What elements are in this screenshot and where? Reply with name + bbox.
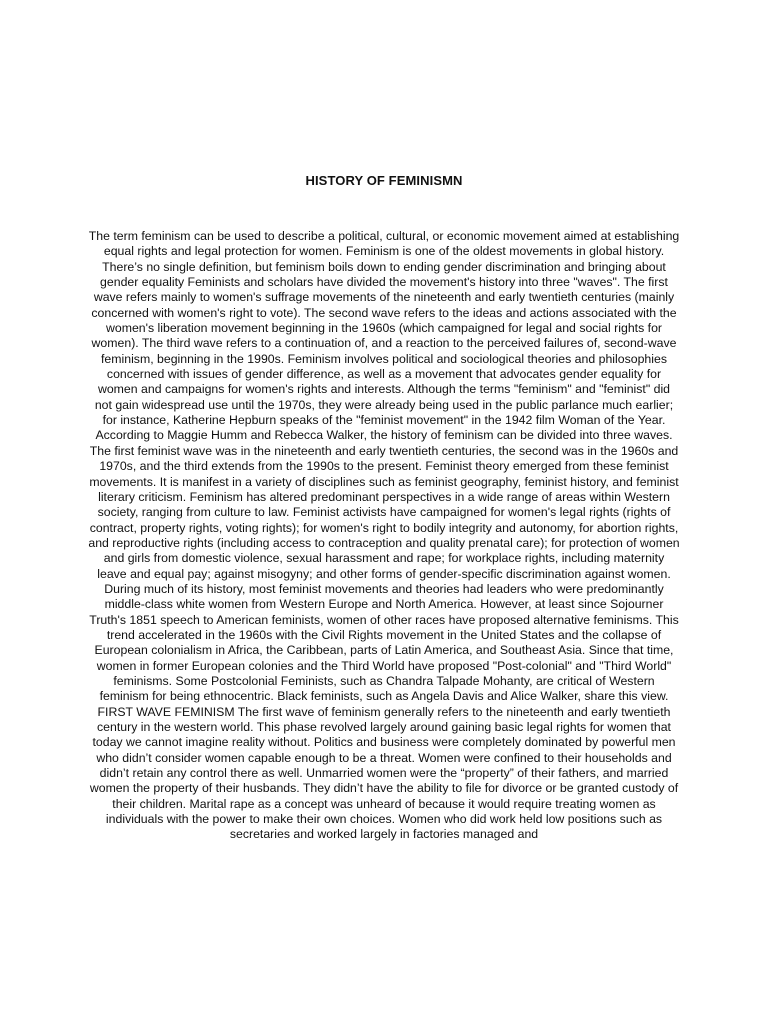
document-title: HISTORY OF FEMINISMN [305,173,463,188]
document-body-text: The term feminism can be used to describe a political, cultural, or economic movement aimed at establishing equal rights and legal protection for women. Feminism is one of the oldest movements in global history. There’s no single definition, but feminism boils down to ending gender discrimination and bringing about gender equality Feminists and scholars have divided the movement's history into three "waves". The first wave refers mainly to women's suffrage movements of the nineteenth and early twentieth centuries (mainly concerned with women's right to vote). The second wave refers to the ideas and actions associated with the women's liberation movement beginning in the 1960s (which campaigned for legal and social rights for women). The third wave refers to a continuation of, and a reaction to the perceived failures of, second-wave feminism, beginning in the 1990s. Feminism involves political and sociological theories and philosophies concerned with issues of gender difference, as well as a movement that advocates gender equality for women and campaigns for women's rights and interests. Although the terms "feminism" and "feminist" did not gain widespread use until the 1970s, they were already being used in the public parlance much earlier; for instance, Katherine Hepburn speaks of the "feminist movement" in the 1942 film Woman of the Year. According to Maggie Humm and Rebecca Walker, the history of feminism can be divided into three waves. The first feminist wave was in the nineteenth and early twentieth centuries, the second was in the 1960s and 1970s, and the third extends from the 1990s to the present. Feminist theory emerged from these feminist movements. It is manifest in a variety of disciplines such as feminist geography, feminist history, and feminist literary criticism. Feminism has altered predominant perspectives in a wide range of areas within Western society, ranging from culture to law. Feminist activists have campaigned for women's legal rights (rights of contract, property rights, voting rights); for women's right to bodily integrity and autonomy, for abortion rights, and reproductive rights (including access to contraception and quality prenatal care); for protection of women and girls from domestic violence, sexual harassment and rape; for workplace rights, including maternity leave and equal pay; against misogyny; and other forms of gender-specific discrimination against women. During much of its history, most feminist movements and theories had leaders who were predominantly middle-class white women from Western Europe and North America. However, at least since Sojourner Truth's 1851 speech to American feminists, women of other races have proposed alternative feminisms. This trend accelerated in the 1960s with the Civil Rights movement in the United States and the collapse of European colonialism in Africa, the Caribbean, parts of Latin America, and Southeast Asia. Since that time, women in former European colonies and the Third World have proposed "Post-colonial" and "Third World" feminisms. Some Postcolonial Feminists, such as Chandra Talpade Mohanty, are critical of Western feminism for being ethnocentric. Black feminists, such as Angela Davis and Alice Walker, share this view. FIRST WAVE FEMINISM The first wave of feminism generally refers to the nineteenth and early twentieth century in the western world. This phase revolved largely around gaining basic legal rights for women that today we cannot imagine reality without. Politics and business were completely dominated by powerful men who didn’t consider women capable enough to be a threat. Women were confined to their households and didn’t retain any control there as well. Unmarried women were the “property” of their fathers, and married women the property of their husbands. They didn’t have the ability to file for divorce or be granted custody of their children. Marital rape as a concept was unheard of because it would require treating women as individuals with the power to make their own choices. Women who did work held low positions such as secretaries and worked largely in factories managed and [88,229,680,842]
